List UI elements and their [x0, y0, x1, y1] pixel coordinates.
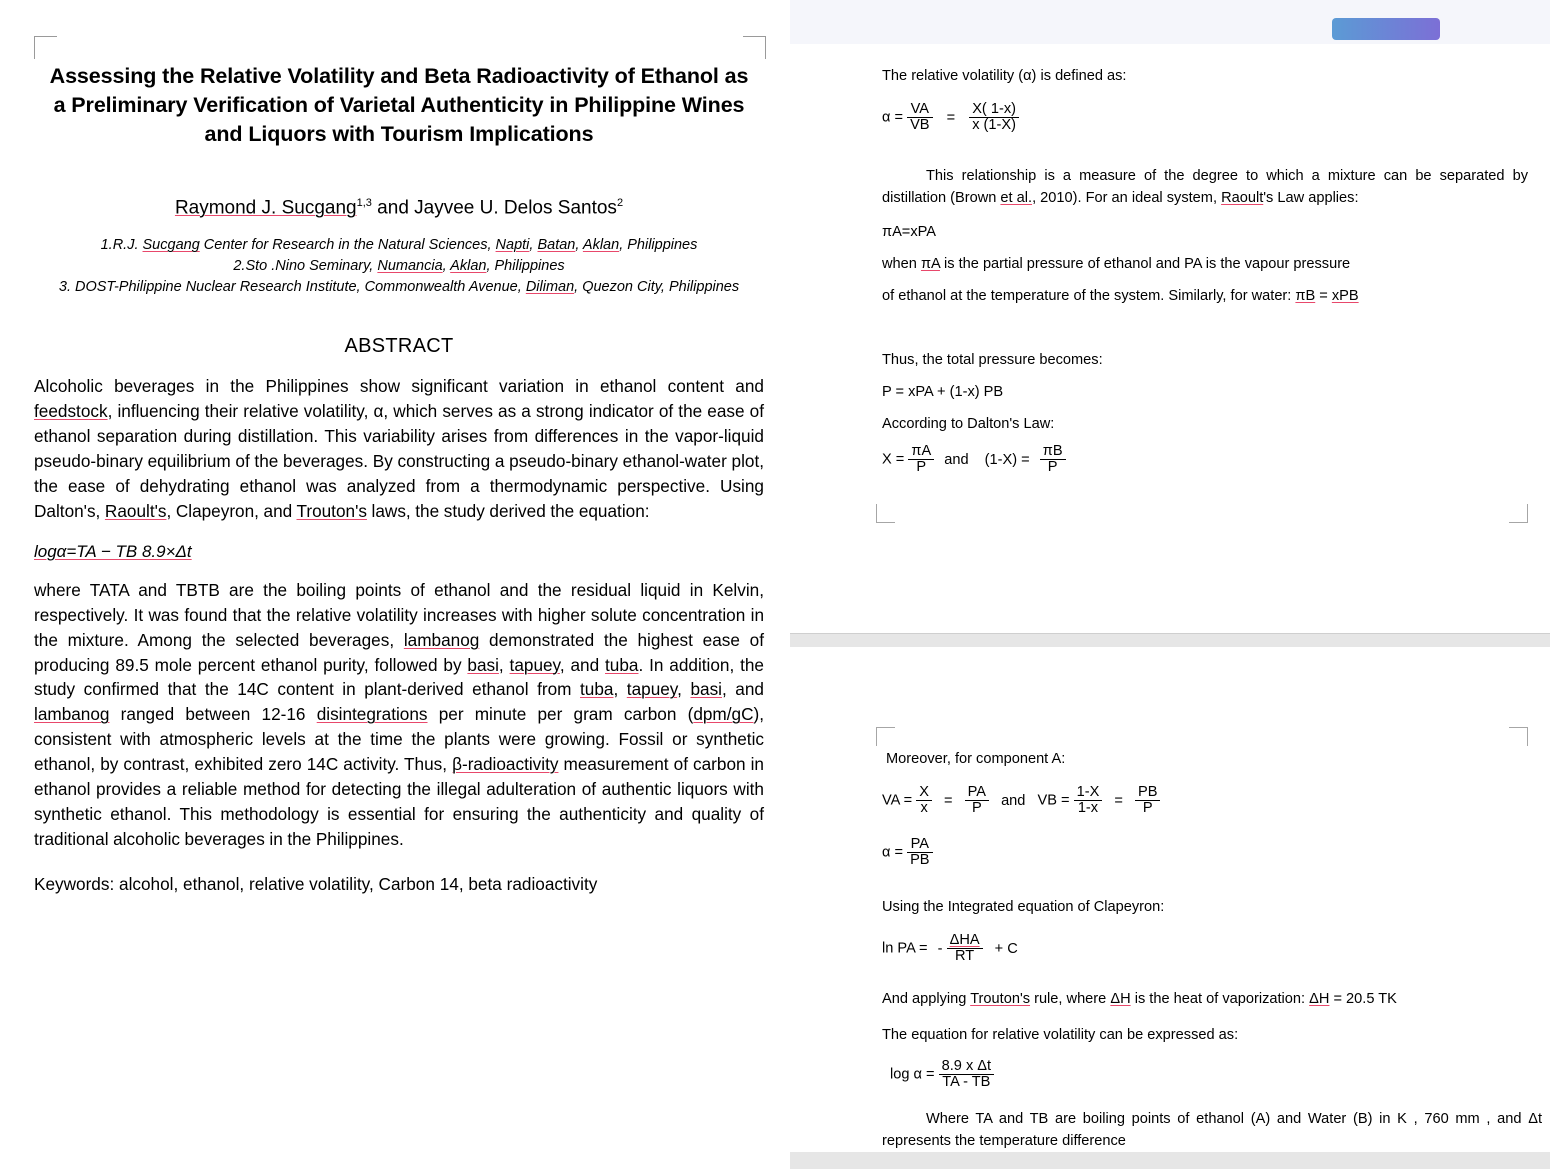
- author-affil-mark-1: 1,3: [356, 197, 372, 210]
- eq-alpha-num2: X( 1-x): [969, 102, 1019, 118]
- affiliation-3: 3. DOST-Philippine Nuclear Research Institute, Commonwealth Avenue, Diliman, Quezon City, Philippines: [58, 278, 740, 295]
- secondary-document-pane[interactable]: [790, 0, 1550, 1169]
- eq-alpha-num1: VA: [907, 102, 932, 118]
- eq-alpha-den1: VB: [910, 117, 930, 134]
- rel-volatility-definition: The relative volatility (α) is defined as:: [882, 68, 1127, 84]
- eq-alpha-label: α =: [882, 109, 904, 126]
- crop-mark-left: [876, 504, 895, 523]
- eq-vb-frac1: [1074, 785, 1103, 817]
- eq-va-frac2: [965, 785, 989, 817]
- eq-va-and: and: [1001, 792, 1026, 809]
- eq-x-num2: πB: [1040, 444, 1066, 460]
- eq-alpha2-label: α =: [882, 844, 904, 861]
- eq-vb-den1: 1-x: [1077, 800, 1099, 817]
- eq-x-mid: (1-X) =: [984, 451, 1030, 468]
- eq-vb-num1: 1-X: [1074, 785, 1103, 801]
- eq-vb-frac2: [1135, 785, 1160, 817]
- eq-ln-den: RT: [954, 948, 975, 965]
- eq-alpha2-num: PA: [907, 837, 932, 853]
- eq-alpha2-frac: [907, 837, 932, 869]
- eq-log-frac: [939, 1059, 995, 1091]
- crop-mark-left-2: [876, 727, 895, 746]
- eq-ln-tail: + C: [994, 940, 1018, 957]
- crop-mark-right: [1509, 504, 1528, 523]
- equation-log-alpha: [890, 1059, 994, 1091]
- eq-va-den2: P: [971, 800, 982, 817]
- eq-va-equals: =: [944, 792, 953, 809]
- eq-vb-equals: =: [1114, 792, 1123, 809]
- crop-mark-top-right: [743, 36, 766, 59]
- separation-paragraph: This relationship is a measure of the degree to which a mixture can be separated by distillation (Brown et al., 2010). For an ideal system, Raoult's Law applies:: [882, 168, 1528, 206]
- eq-ln-frac: [947, 933, 983, 965]
- equation-va-vb: [882, 785, 1160, 817]
- eq-va-frac1: [916, 785, 932, 817]
- eq-x-den2: P: [1047, 459, 1058, 476]
- page-title: Assessing the Relative Volatility and Beta Radioactivity of Ethanol as a Preliminary Verification of Varietal Authenticity in Philippine Wines and Liquors with Tourism Implications: [49, 64, 749, 147]
- toolbar-strip[interactable]: [790, 0, 1550, 45]
- eq-x-num1: πA: [908, 444, 934, 460]
- eq-alpha2-den: PB: [910, 852, 930, 869]
- eq-x-den1: P: [916, 459, 927, 476]
- equation-clapeyron: [882, 933, 1018, 965]
- eq-va-label: VA =: [882, 792, 913, 809]
- eq-x-frac1: [908, 444, 934, 476]
- eq-alpha-den2: x (1-X): [972, 117, 1016, 134]
- eq-vb-label: VB =: [1037, 792, 1070, 809]
- eq-ln-label: ln PA =: [882, 940, 928, 957]
- author-line: [34, 197, 764, 219]
- clapeyron-intro: Using the Integrated equation of Clapeyron:: [882, 899, 1165, 915]
- author-name-1: Raymond J. Sucgang: [174, 197, 357, 219]
- eq-log-label: log α =: [890, 1066, 935, 1083]
- eq-va-num1: X: [916, 785, 932, 801]
- eq-x-and: and: [944, 451, 969, 468]
- partial-pressure-line: when πA is the partial pressure of ethanol and PA is the vapour pressure: [882, 256, 1351, 272]
- dalton-law-intro: According to Dalton's Law:: [882, 416, 1055, 432]
- pane-bottom-gap: [790, 1152, 1550, 1169]
- abstract-paragraph-2: where TATA and TBTB are the boiling points of ethanol and the residual liquid in Kelvin, respectively. It was found that the relative volatility increases with higher solute concentration in the mixture. Among the selected beverages, lambanog demonstrated the highest ease of producing 89.5 mole percent ethanol purity, followed by basi, tapuey, and tuba. In addition, the study confirmed that the 14C content in plant-derived ethanol from tuba, tapuey, basi, and lambanog ranged between 12-16 disintegrations per minute per gram carbon (dpm/gC), consistent with atmospheric levels at the time the plants were growing. Fossil or synthetic ethanol, by contrast, exhibited zero 14C activity. Thus, β-radioactivity measurement of carbon in ethanol provides a reliable method for detecting the illegal adulteration of authentic liquors with synthetic ethanol. This methodology is essential for ensuring the authenticity and quality of traditional alcoholic beverages in the Philippines.: [34, 579, 764, 850]
- affiliation-2: 2.Sto .Nino Seminary, Numancia, Aklan, Philippines: [233, 257, 565, 274]
- eq-alpha-equals: =: [946, 109, 956, 126]
- eq-va-den1: x: [920, 800, 928, 817]
- abstract-heading: ABSTRACT: [344, 335, 454, 358]
- eq-x-frac2: [1040, 444, 1066, 476]
- equation-dalton: [882, 444, 1066, 476]
- eq-vb-den2: P: [1142, 800, 1153, 817]
- eq-vb-num2: PB: [1135, 785, 1160, 801]
- total-pressure-intro: Thus, the total pressure becomes:: [882, 352, 1103, 368]
- eq-ln-sign: -: [937, 940, 943, 957]
- equation-total-pressure: P = xPA + (1-x) PB: [882, 384, 1004, 400]
- author-affil-mark-2: 2: [616, 197, 624, 210]
- author-separator: and Jayvee U. Delos Santos: [371, 197, 617, 219]
- equation-alpha-ratio: [882, 837, 933, 869]
- eq-x-label: X =: [882, 451, 905, 468]
- eq-alpha-frac1: [907, 102, 932, 134]
- abstract-equation: logα=TA − TB 8.9×Δt: [34, 541, 192, 561]
- crop-mark-top-left: [34, 36, 57, 59]
- equation-alpha: [882, 102, 1019, 134]
- vapour-pressure-line: of ethanol at the temperature of the system. Similarly, for water: πB = xPB: [882, 288, 1359, 304]
- toolbar-fragment-left: [890, 14, 894, 29]
- affiliations: [34, 235, 764, 297]
- eq-alpha-frac2: [969, 102, 1019, 134]
- abstract-paragraph-1: Alcoholic beverages in the Philippines show significant variation in ethanol content and feedstock, influencing their relative volatility, α, which serves as a strong indicator of the ease of ethanol separation during distillation. This variability arises from differences in the vapor-liquid pseudo-binary equilibrium of the beverages. By constructing a pseudo-binary ethanol-water plot, the ease of dehydrating ethanol was analyzed from a thermodynamic perspective. Using Dalton's, Raoult's, Clapeyron, and Trouton's laws, the study derived the equation:: [34, 376, 764, 521]
- eq-log-num: 8.9 x Δt: [939, 1059, 995, 1075]
- affiliation-1: 1.R.J. Sucgang Center for Research in the Natural Sciences, Napti, Batan, Aklan, Philippines: [100, 237, 698, 254]
- component-a-intro: Moreover, for component A:: [886, 751, 1066, 767]
- eq-ln-num: ΔHA: [947, 933, 983, 949]
- toolbar-fragment-middle: [1210, 14, 1214, 29]
- eq-va-num2: PA: [965, 785, 989, 801]
- pane-page-2: [790, 647, 1550, 1152]
- toolbar-highlight-button[interactable]: [1332, 18, 1440, 40]
- eq-log-den: TA - TB: [942, 1074, 991, 1091]
- crop-mark-right-2: [1509, 727, 1528, 746]
- boiling-points-note: Where TA and TB are boiling points of ethanol (A) and Water (B) in K , 760 mm , and Δt represents the temperature difference: [882, 1111, 1542, 1149]
- relative-volatility-intro: The equation for relative volatility can be expressed as:: [882, 1027, 1239, 1043]
- keywords-line: Keywords: alcohol, ethanol, relative volatility, Carbon 14, beta radioactivity: [34, 874, 598, 895]
- pane-page-1: [790, 44, 1550, 633]
- trouton-rule-line: And applying Trouton's rule, where ΔH is the heat of vaporization: ΔH = 20.5 TK: [882, 991, 1397, 1007]
- equation-raoult: πA=xPA: [882, 224, 937, 240]
